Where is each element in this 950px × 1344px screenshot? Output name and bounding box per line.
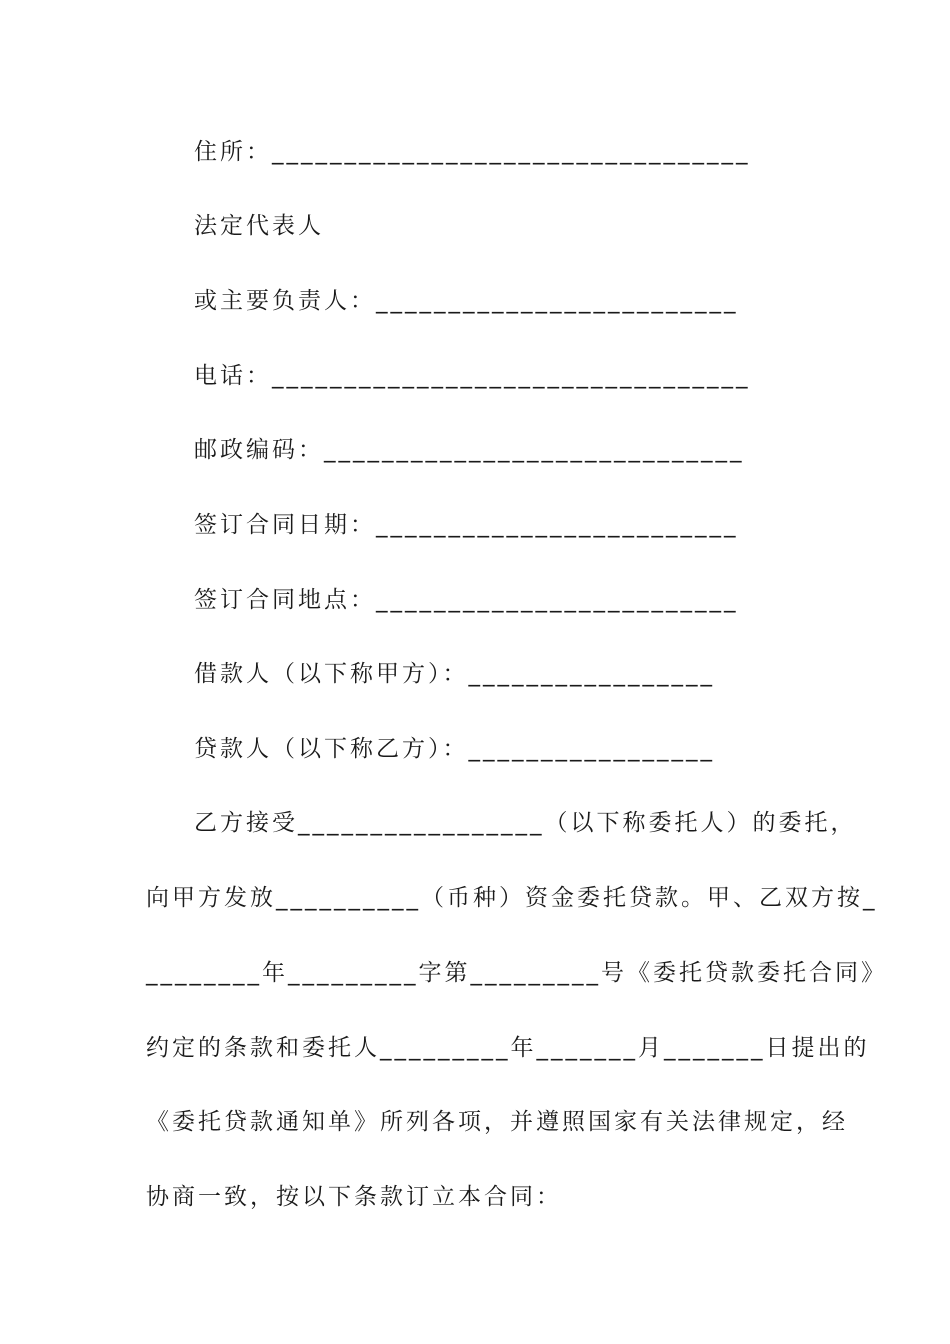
- field-legal-representative: 法定代表人: [194, 213, 324, 239]
- field-signing-place: 签订合同地点：_________________________: [194, 587, 739, 613]
- field-signing-date: 签订合同日期：_________________________: [194, 512, 739, 538]
- paragraph-line-4: 约定的条款和委托人_________年_______月_______日提出的: [146, 1035, 870, 1061]
- field-borrower: 借款人（以下称甲方）：_________________: [194, 661, 715, 687]
- paragraph-line-3: ________年_________字第_________号《委托贷款委托合同》: [146, 960, 887, 986]
- paragraph-line-6: 协商一致，按以下条款订立本合同：: [146, 1184, 562, 1210]
- field-phone: 电话：_________________________________: [194, 363, 751, 389]
- field-postal-code: 邮政编码：_____________________________: [194, 437, 745, 463]
- paragraph-line-5: 《委托贷款通知单》所列各项，并遵照国家有关法律规定，经: [146, 1109, 848, 1135]
- field-principal-person: 或主要负责人：_________________________: [194, 288, 739, 314]
- field-address: 住所：_________________________________: [194, 139, 751, 165]
- field-lender: 贷款人（以下称乙方）：_________________: [194, 736, 715, 762]
- paragraph-line-1: 乙方接受_________________（以下称委托人）的委托，: [194, 810, 857, 836]
- paragraph-line-2: 向甲方发放__________（币种）资金委托贷款。甲、乙双方按_: [146, 885, 878, 911]
